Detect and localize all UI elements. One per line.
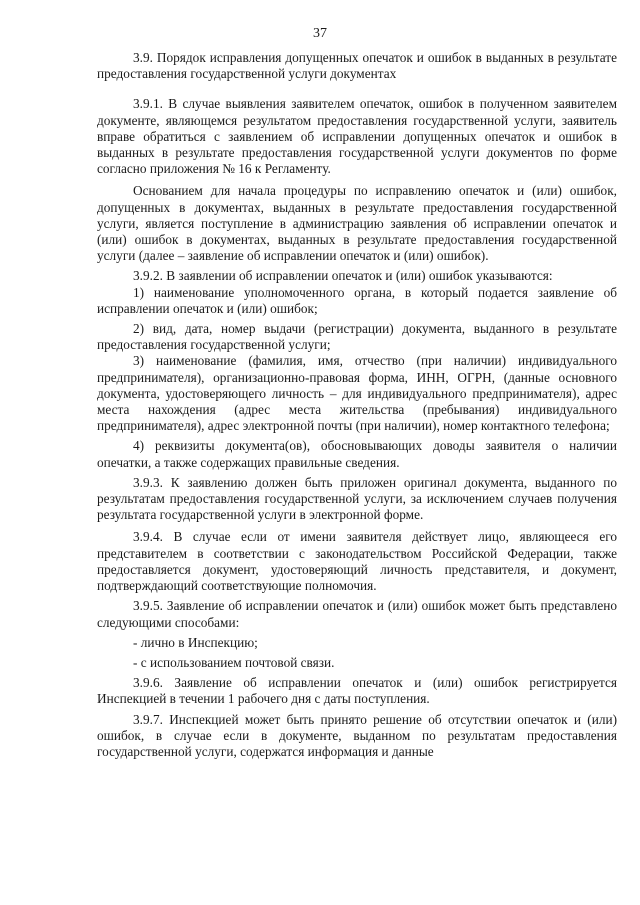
list-item-4: 4) реквизиты документа(ов), обосновывающих доводы заявителя о наличии опечатки, а также содержащих правильные сведения. [97, 438, 617, 470]
paragraph-3-9-4: 3.9.4. В случае если от имени заявителя действует лицо, являющееся его представителем в соответствии с законодательством Российской Федерации, также предоставляется документ, удостоверяющий личность представителя, и документ, подтверждающий соответствующие полномочия. [97, 529, 617, 594]
document-body [97, 50, 617, 760]
paragraph-3-9-6: 3.9.6. Заявление об исправлении опечаток и (или) ошибок регистрируется Инспекцией в течении 1 рабочего дня с даты поступления. [97, 675, 617, 707]
paragraph-3-9-1: 3.9.1. В случае выявления заявителем опечаток, ошибок в полученном заявителем документе, являющемся результатом предоставления государственной услуги, заявитель вправе обратиться с заявлением об исправлении допущенных опечаток и ошибок в выданных в результате предоставления государственной услуги документов по форме согласно приложения № 16 к Регламенту. [97, 96, 617, 177]
page-number: 37 [313, 26, 327, 41]
paragraph-grounds: Основанием для начала процедуры по исправлению опечаток и (или) ошибок, допущенных в документах, выданных в результате предоставления государственной услуги, является поступление в администрацию заявления об исправлении опечаток и (или) ошибок в документах, выданных в результате предоставления государственной услуги (далее – заявление об исправлении опечаток и (или) ошибок). [97, 183, 617, 264]
method-postal: - с использованием почтовой связи. [133, 654, 335, 670]
list-item-3: 3) наименование (фамилия, имя, отчество (при наличии) индивидуального предпринимателя), организационно-правовая форма, ИНН, ОГРН, (данные основного документа, удостоверяющего личность – для индивидуального предпринимателя), адрес места нахождения (адрес места жительства (пребывания) индивидуального предпринимателя), адрес электронной почты (при наличии), номер контактного телефона; [97, 353, 617, 434]
paragraph-3-9-5: 3.9.5. Заявление об исправлении опечаток и (или) ошибок может быть представлено следующими способами: [97, 598, 617, 630]
list-item-2: 2) вид, дата, номер выдачи (регистрации) документа, выданного в результате предоставления государственной услуги; [97, 321, 617, 353]
paragraph-3-9-3: 3.9.3. К заявлению должен быть приложен оригинал документа, выданного по результатам предоставления государственной услуги, за исключением случаев получения результата государственной услуги в электронной форме. [97, 474, 617, 523]
paragraph-3-9-2: 3.9.2. В заявлении об исправлении опечаток и (или) ошибок указываются: [133, 268, 553, 284]
method-in-person: - лично в Инспекцию; [133, 634, 258, 650]
list-item-1: 1) наименование уполномоченного органа, в который подается заявление об исправлении опечаток и (или) ошибок; [97, 284, 617, 316]
section-heading: 3.9. Порядок исправления допущенных опечаток и ошибок в выданных в результате предоставления государственной услуги документах [97, 50, 617, 82]
paragraph-3-9-7: 3.9.7. Инспекцией может быть принято решение об отсутствии опечаток и (или) ошибок, в случае если в документе, выданном по результатам предоставления государственной услуги, содержатся информация и данные [97, 711, 617, 759]
